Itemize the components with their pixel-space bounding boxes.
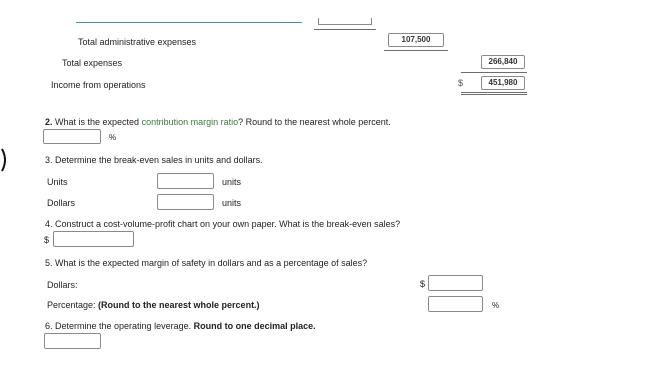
- q5-percentage-label-text: Percentage:: [47, 300, 99, 310]
- top-partial-underline: [314, 29, 376, 30]
- total-expenses-label: Total expenses: [62, 58, 123, 68]
- income-double-underline-2: [461, 94, 527, 95]
- q4-text: 4. Construct a cost-volume-profit chart on your own paper. What is the break-even sales?: [45, 219, 401, 229]
- q5-percentage-note: (Round to the nearest whole percent.): [98, 300, 260, 310]
- q5-dollars-label: Dollars:: [47, 280, 78, 290]
- q4-currency: $: [44, 235, 50, 245]
- top-partial-box: [318, 18, 372, 25]
- contribution-margin-ratio-input[interactable]: [43, 129, 101, 144]
- total-admin-label: Total administrative expenses: [78, 37, 197, 47]
- q3-units-suffix: units: [222, 177, 242, 187]
- break-even-dollars-input[interactable]: [157, 194, 214, 210]
- q6-note: Round to one decimal place.: [193, 321, 316, 331]
- left-bracket-icon: [0, 147, 10, 173]
- contribution-margin-ratio-link[interactable]: contribution margin ratio: [141, 117, 239, 127]
- total-expenses-underline: [461, 72, 527, 73]
- margin-of-safety-dollars-input[interactable]: [428, 275, 483, 291]
- q2-text-after: ? Round to the nearest whole percent.: [238, 117, 391, 127]
- q5-percentage-label: [47, 300, 260, 311]
- q2-number: 2.: [45, 117, 53, 127]
- q2-percent-unit: %: [109, 133, 117, 142]
- q2-text: [45, 117, 391, 128]
- income-value: 451,980: [481, 76, 525, 90]
- q5-percent-unit: %: [492, 301, 500, 310]
- q6-text: [45, 321, 316, 332]
- total-expenses-value: 266,840: [481, 55, 525, 69]
- q6-text-main: 6. Determine the operating leverage.: [45, 321, 194, 331]
- total-admin-value: 107,500: [388, 33, 444, 47]
- q3-dollars-suffix: units: [222, 198, 242, 208]
- margin-of-safety-percentage-input[interactable]: [428, 296, 483, 312]
- q5-dollars-currency: $: [420, 279, 426, 289]
- income-currency: $: [458, 78, 464, 88]
- top-partial-divider: [76, 22, 302, 23]
- income-label: Income from operations: [51, 80, 146, 90]
- income-double-underline-1: [461, 92, 527, 93]
- total-admin-underline: [384, 50, 448, 51]
- q3-units-label: Units: [47, 177, 68, 187]
- q5-text: 5. What is the expected margin of safety in dollars and as a percentage of sales?: [45, 258, 368, 268]
- operating-leverage-input[interactable]: [44, 333, 101, 349]
- q3-dollars-label: Dollars: [47, 198, 76, 208]
- break-even-units-input[interactable]: [157, 173, 214, 189]
- q3-text: 3. Determine the break-even sales in units and dollars.: [45, 155, 263, 165]
- break-even-sales-input[interactable]: [53, 231, 134, 247]
- q2-text-before: What is the expected: [52, 117, 142, 127]
